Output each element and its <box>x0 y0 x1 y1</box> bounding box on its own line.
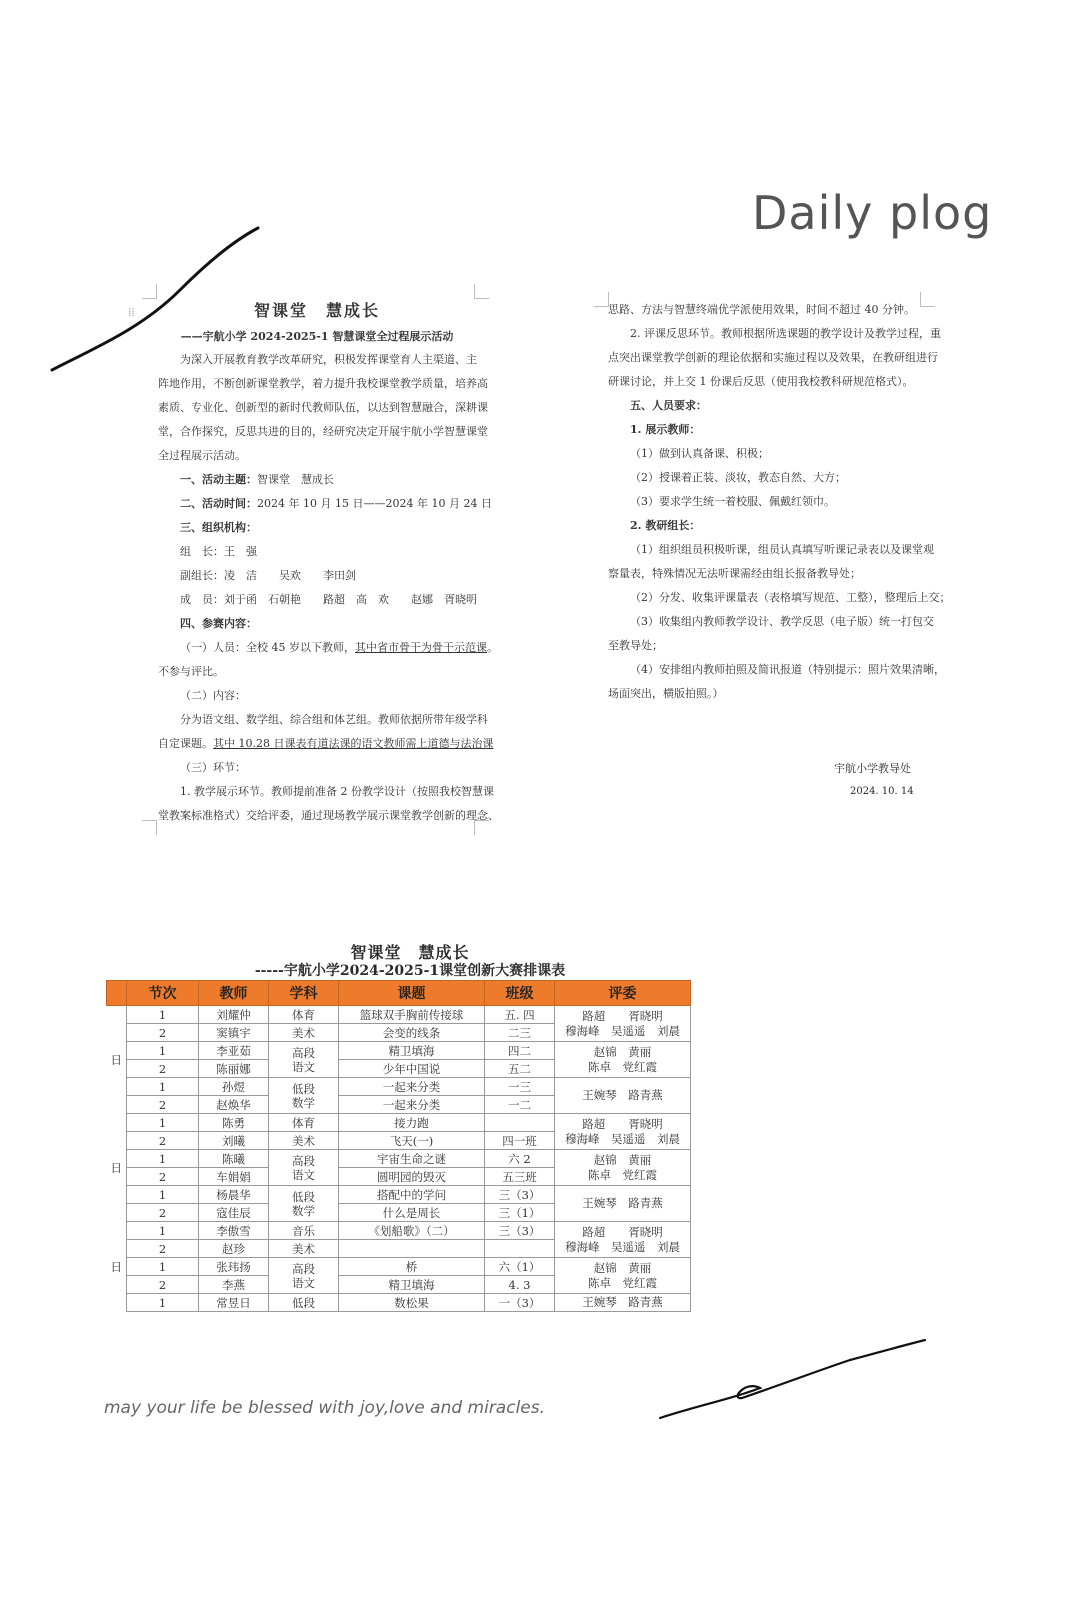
table-row <box>107 1258 691 1276</box>
schedule-body <box>107 1006 691 1312</box>
period-cell: 2 <box>127 1132 199 1150</box>
header-cell <box>107 981 127 1006</box>
doc-title: 智课堂 慧成长 <box>253 301 380 320</box>
topic-cell: 一起来分类 <box>339 1096 485 1114</box>
topic-cell: 《划船歌》（二） <box>339 1222 485 1240</box>
topic-cell: 搭配中的学问 <box>339 1186 485 1204</box>
people-underlined: 其中省市骨干为骨干示范课 <box>355 641 487 654</box>
topic-cell: 飞天(一) <box>339 1132 485 1150</box>
period-cell: 1 <box>127 1258 199 1276</box>
topic-cell: 精卫填海 <box>339 1042 485 1060</box>
class-cell: 4. 3 <box>485 1276 555 1294</box>
teacher-cell: 陈曦 <box>199 1150 269 1168</box>
table-row <box>107 1186 691 1204</box>
req2-line: 场面突出，横版拍照。） <box>608 687 724 700</box>
judges-cell: 路超 胥晓明 穆海峰 吴遥遥 刘晨 <box>555 1222 691 1258</box>
content-line: 分为语文组、数学组、综合组和体艺组。教师依据所带年级学科 <box>180 713 488 726</box>
req2-line: （2）分发、收集评课量表（表格填写规范、工整），整理后上交； <box>630 591 951 604</box>
doc-subtitle: ——宇航小学 2024-2025-1 智慧课堂全过程展示活动 <box>180 330 454 343</box>
req1-item: （3）要求学生统一着校服、佩戴红领巾。 <box>630 495 835 508</box>
footer-quote: may your life be blessed with joy,love and miracles. <box>104 1398 546 1418</box>
header-cell: 班级 <box>485 981 555 1006</box>
table-row <box>107 1006 691 1024</box>
topic-cell <box>339 1240 485 1258</box>
topic-cell: 少年中国说 <box>339 1060 485 1078</box>
teacher-cell: 窦镇宇 <box>199 1024 269 1042</box>
subject-cell: 低段 数学 <box>269 1078 339 1114</box>
req2-line: （3）收集组内教师教学设计、教学反思（电子版）统一打包交 <box>630 615 934 628</box>
class-cell: 三（1） <box>485 1204 555 1222</box>
req1-item: （2）授课着正装、淡妆，教态自然、大方； <box>630 471 846 484</box>
class-cell <box>485 1240 555 1258</box>
time-line <box>158 492 492 516</box>
daily-plog-title: Daily plog <box>752 186 993 240</box>
judges-cell: 王婉琴 路青燕 <box>555 1294 691 1312</box>
topic-cell: 圆明园的毁灭 <box>339 1168 485 1186</box>
header-cell: 教师 <box>199 981 269 1006</box>
crop-mark <box>142 820 157 835</box>
document-page-left <box>158 296 499 828</box>
requirements-label: 五、人员要求： <box>630 399 707 412</box>
subject-cell: 美术 <box>269 1240 339 1258</box>
content-line-2 <box>158 732 494 756</box>
doc-line: 思路、方法与智慧终端优学派使用效果，时间不超过 40 分钟。 <box>608 303 915 316</box>
period-cell: 1 <box>127 1150 199 1168</box>
time-value: 2024 年 10 月 15 日——2024 年 10 月 24 日 <box>257 497 492 510</box>
judges-cell: 赵锦 黄丽 陈卓 党红霞 <box>555 1258 691 1294</box>
class-cell: 一（3） <box>485 1294 555 1312</box>
subject-cell: 高段 语文 <box>269 1258 339 1294</box>
doc-paragraph-line: 素质、专业化、创新型的新时代教师队伍，以达到智慧融合，深耕课 <box>158 401 488 414</box>
period-cell: 1 <box>127 1042 199 1060</box>
teacher-cell: 刘耀仲 <box>199 1006 269 1024</box>
subject-cell: 高段 语文 <box>269 1042 339 1078</box>
doc-line: 2. 评课反思环节。教师根据所选课题的教学设计及教学过程，重 <box>630 327 941 340</box>
period-cell: 2 <box>127 1060 199 1078</box>
class-cell: 一三 <box>485 1078 555 1096</box>
org-line: 组 长：王 强 <box>180 545 257 558</box>
period-cell: 1 <box>127 1006 199 1024</box>
teacher-cell: 赵焕华 <box>199 1096 269 1114</box>
crop-mark <box>474 284 489 299</box>
teacher-cell: 常昱日 <box>199 1294 269 1312</box>
period-cell: 1 <box>127 1294 199 1312</box>
day-label: 日 <box>107 1222 127 1312</box>
period-cell: 1 <box>127 1114 199 1132</box>
req2-line: 察量表，特殊情况无法听课需经由组长报备教导处； <box>608 567 861 580</box>
signature: 宇航小学教导处 <box>834 762 911 775</box>
crop-mark <box>594 292 609 307</box>
doc-line: 点突出课堂教学创新的理论依据和实施过程以及效果，在教研组进行 <box>608 351 938 364</box>
teacher-cell: 寇佳辰 <box>199 1204 269 1222</box>
header-cell: 评委 <box>555 981 691 1006</box>
period-cell: 1 <box>127 1078 199 1096</box>
topic-cell: 篮球双手胸前传接球 <box>339 1006 485 1024</box>
class-cell: 二三 <box>485 1024 555 1042</box>
judges-cell: 赵锦 黄丽 陈卓 党红霞 <box>555 1150 691 1186</box>
table-row <box>107 1078 691 1096</box>
people-text: （一）人员：全校 45 岁以下教师， <box>180 641 355 654</box>
header-cell: 学科 <box>269 981 339 1006</box>
teacher-cell: 陈勇 <box>199 1114 269 1132</box>
class-cell: 六（1） <box>485 1258 555 1276</box>
req2-line: （4）安排组内教师拍照及简讯报道（特别提示：照片效果清晰， <box>630 663 945 676</box>
subject-cell: 低段 <box>269 1294 339 1312</box>
table-row <box>107 1114 691 1132</box>
class-cell: 五三班 <box>485 1168 555 1186</box>
topic-cell: 什么是周长 <box>339 1204 485 1222</box>
class-cell: 五二 <box>485 1060 555 1078</box>
content-label: 四、参赛内容： <box>180 617 257 630</box>
class-cell: 五. 四 <box>485 1006 555 1024</box>
header-cell: 节次 <box>127 981 199 1006</box>
theme-label: 一、活动主题： <box>180 473 257 486</box>
teacher-cell: 车娟娟 <box>199 1168 269 1186</box>
class-cell: 六 2 <box>485 1150 555 1168</box>
schedule-clip <box>100 980 720 1384</box>
doc-line: 研课讨论，并上交 1 份课后反思（使用我校教科研规范格式）。 <box>608 375 914 388</box>
day-label: 日 <box>107 1006 127 1114</box>
req2-line: 至教导处； <box>608 639 663 652</box>
teacher-cell: 李傲雪 <box>199 1222 269 1240</box>
class-cell: 三（3） <box>485 1222 555 1240</box>
teacher-cell: 赵珍 <box>199 1240 269 1258</box>
topic-cell: 桥 <box>339 1258 485 1276</box>
teacher-cell: 张玮扬 <box>199 1258 269 1276</box>
table-row <box>107 1150 691 1168</box>
drag-handle-icon: ⁞⁞ <box>128 305 135 319</box>
period-cell: 1 <box>127 1186 199 1204</box>
req1-label: 1. 展示教师： <box>630 423 701 436</box>
theme-value: 智课堂 慧成长 <box>257 473 334 486</box>
period-cell: 2 <box>127 1024 199 1042</box>
class-cell <box>485 1114 555 1132</box>
class-cell: 三（3） <box>485 1186 555 1204</box>
people-line <box>158 636 498 660</box>
table-row <box>107 1294 691 1312</box>
content-text: 自定课题。 <box>158 737 213 750</box>
judges-cell: 赵锦 黄丽 陈卓 党红霞 <box>555 1042 691 1078</box>
period-cell: 2 <box>127 1240 199 1258</box>
topic-cell: 接力跑 <box>339 1114 485 1132</box>
period-cell: 2 <box>127 1276 199 1294</box>
period-cell: 2 <box>127 1204 199 1222</box>
period-cell: 1 <box>127 1222 199 1240</box>
subject-cell: 体育 <box>269 1114 339 1132</box>
time-label: 二、活动时间： <box>180 497 257 510</box>
judges-cell: 王婉琴 路青燕 <box>555 1186 691 1222</box>
class-cell: 四二 <box>485 1042 555 1060</box>
day-label: 日 <box>107 1114 127 1222</box>
subject-cell: 低段 数学 <box>269 1186 339 1222</box>
doc-paragraph-line: 堂，合作探究，反思共进的目的，经研究决定开展宇航小学智慧课堂 <box>158 425 488 438</box>
step-line: 1. 教学展示环节。教师提前准备 2 份教学设计（按照我校智慧课 <box>180 785 494 798</box>
org-line: 副组长：凌 洁 吴欢 李田剑 <box>180 569 356 582</box>
subject-cell: 美术 <box>269 1024 339 1042</box>
period-cell: 2 <box>127 1168 199 1186</box>
judges-cell: 路超 胥晓明 穆海峰 吴遥遥 刘晨 <box>555 1006 691 1042</box>
step-line: 堂教案标准格式）交给评委，通过现场教学展示课堂教学创新的理念、 <box>158 809 499 822</box>
judges-cell: 王婉琴 路青燕 <box>555 1078 691 1114</box>
subject-cell: 美术 <box>269 1132 339 1150</box>
judges-cell: 路超 胥晓明 穆海峰 吴遥遥 刘晨 <box>555 1114 691 1150</box>
topic-cell: 数松果 <box>339 1294 485 1312</box>
step-sub: （三）环节： <box>180 761 246 774</box>
teacher-cell: 刘曦 <box>199 1132 269 1150</box>
topic-cell: 宇宙生命之谜 <box>339 1150 485 1168</box>
teacher-cell: 陈丽娜 <box>199 1060 269 1078</box>
req1-item: （1）做到认真备课、积极； <box>630 447 769 460</box>
teacher-cell: 李燕 <box>199 1276 269 1294</box>
theme-line <box>158 468 476 492</box>
topic-cell: 精卫填海 <box>339 1276 485 1294</box>
req2-line: （1）组织组员积极听课，组员认真填写听课记录表以及课堂观 <box>630 543 934 556</box>
document-page-right <box>608 298 951 706</box>
teacher-cell: 杨晨华 <box>199 1186 269 1204</box>
schedule-title: 智课堂 慧成长 <box>350 943 470 962</box>
table-row <box>107 1042 691 1060</box>
teacher-cell: 李亚茹 <box>199 1042 269 1060</box>
period-cell: 2 <box>127 1096 199 1114</box>
topic-cell: 会变的线条 <box>339 1024 485 1042</box>
content-sub: （二）内容： <box>180 689 246 702</box>
content-underlined: 其中 10.28 日课表有道法课的语文教师需上道德与法治课 <box>213 737 494 750</box>
doc-paragraph-line: 为深入开展教育教学改革研究，积极发挥课堂育人主渠道、主 <box>180 353 477 366</box>
schedule-table <box>106 980 691 1312</box>
doc-paragraph-line: 全过程展示活动。 <box>158 449 246 462</box>
signature-date: 2024. 10. 14 <box>850 786 914 797</box>
schedule-header-row <box>107 981 691 1006</box>
doc-paragraph-line: 阵地作用，不断创新课堂教学，着力提升我校课堂教学质量，培养高 <box>158 377 488 390</box>
people-end: 。 <box>487 641 498 654</box>
subject-cell: 体育 <box>269 1006 339 1024</box>
crop-mark <box>142 284 157 299</box>
class-cell: 一二 <box>485 1096 555 1114</box>
req2-label: 2. 教研组长： <box>630 519 701 532</box>
subject-cell: 高段 语文 <box>269 1150 339 1186</box>
header-cell: 课题 <box>339 981 485 1006</box>
crop-mark <box>474 820 489 835</box>
org-line: 成 员：刘于函 石朝艳 路超 高 欢 赵娜 胥晓明 <box>180 593 477 606</box>
schedule-subtitle: -----宇航小学2024-2025-1课堂创新大赛排课表 <box>254 963 566 979</box>
subject-cell: 音乐 <box>269 1222 339 1240</box>
people-line-2: 不参与评比。 <box>158 665 224 678</box>
teacher-cell: 孙煜 <box>199 1078 269 1096</box>
topic-cell: 一起来分类 <box>339 1078 485 1096</box>
class-cell: 四一班 <box>485 1132 555 1150</box>
org-label: 三、组织机构： <box>180 521 257 534</box>
table-row <box>107 1222 691 1240</box>
